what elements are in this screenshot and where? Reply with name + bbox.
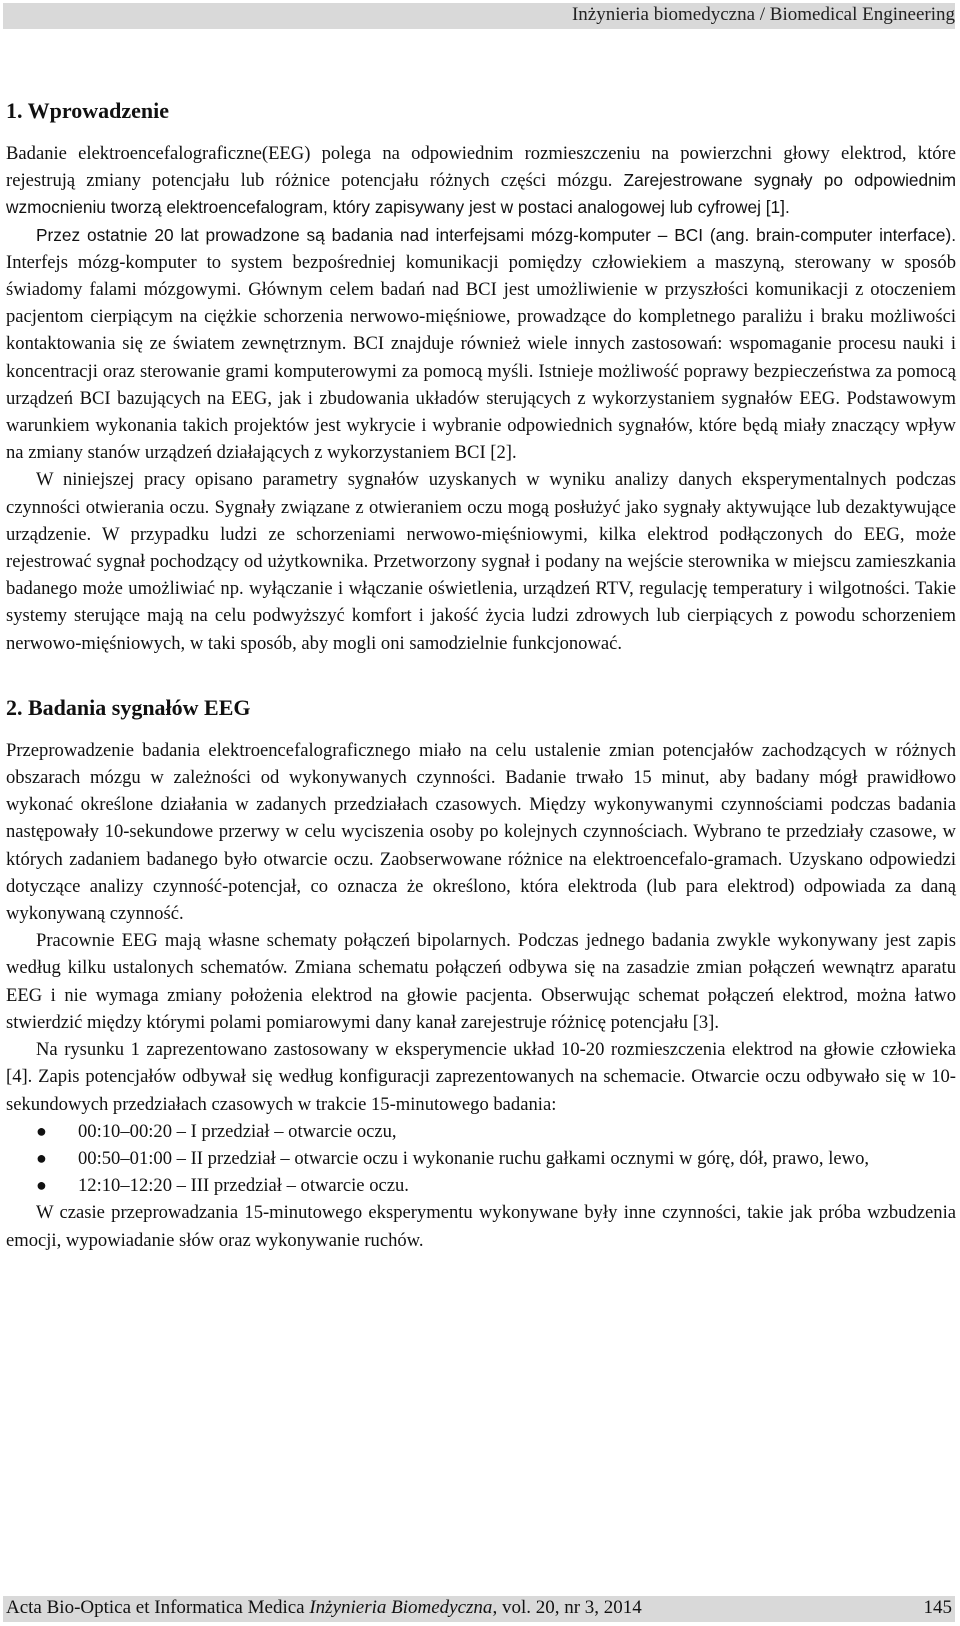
section-gap — [6, 657, 956, 685]
running-header-text: Inżynieria biomedyczna / Biomedical Engineering — [571, 4, 955, 25]
page-number: 145 — [923, 1597, 952, 1618]
list-item-text: 12:10–12:20 – III przedział – otwarcie oczu. — [78, 1175, 409, 1197]
running-header — [3, 3, 955, 29]
bullet-icon: ● — [36, 1175, 47, 1196]
article-body — [6, 96, 956, 1254]
paragraph: W czasie przeprowadzania 15-minutowego eksperymentu wykonywane były inne czynności, takie jak próba wzbudzenia emocji, wypowiadanie słów oraz wykonywanie ruchów. — [6, 1202, 956, 1251]
bullet-icon: ● — [36, 1120, 47, 1141]
paragraph-text: Przez ostatnie 20 lat prowadzone są badania nad interfejsami mózg-komputer – BCI (ang. brain-computer interface). — [36, 224, 956, 245]
journal-subtitle: Inżynieria Biomedyczna — [309, 1597, 493, 1618]
list-item-text: 00:50–01:00 – II przedział – otwarcie oczu i wykonanie ruchu gałkami ocznymi w górę, dół, prawo, lewo, — [78, 1147, 870, 1169]
paragraph — [6, 222, 956, 467]
paragraph: Pracownie EEG mają własne schematy połączeń bipolarnych. Podczas jednego badania zwykle wykonywany jest zapis według kilku ustalonych schematów. Zmiana schematu połączeń odbywa się na zasadzie zmian połączeń wewnątrz aparatu EEG i nie wymaga zmiany położenia elektrod na głowie pacjenta. Obserwując schemat połączeń elektrod, można łatwo stwierdzić między którymi polami pomiarowymi dany kanał zarejestruje różnicę potencjału [3]. — [6, 930, 956, 1033]
journal-name: Acta Bio-Optica et Informatica Medica — [6, 1597, 310, 1618]
paragraph-text: Badanie elektroencefalograficzne(EEG) polega na odpowiednim rozmieszczeniu na powierzchni głowy elektrod, które rejestrują zmiany potencjału lub różnice potencjału różnych części mózgu. — [6, 143, 956, 192]
journal-volume: , vol. 20, nr 3, 2014 — [492, 1597, 642, 1618]
paragraph — [6, 140, 956, 222]
paragraph: Na rysunku 1 zaprezentowano zastosowany w eksperymencie układ 10-20 rozmieszczenia elektrod na głowie człowieka [4]. Zapis potencjałów odbywał się według konfiguracji zaprezentowanych na schemacie. Otwarcie oczu odbywało się w 10-sekundowych przedziałach czasowych w trakcie 15-minutowego badania: — [6, 1039, 956, 1115]
paragraph-text: Zarejestrowane sygnały po odpowiednim wzmocnieniu tworzą elektroencefalogram, który zapisywany jest w postaci analogowej lub cyfrowej [1]. — [6, 170, 956, 218]
running-footer — [3, 1596, 955, 1622]
list-item — [36, 1118, 956, 1145]
paragraph: Przeprowadzenie badania elektroencefalograficznego miało na celu ustalenie zmian potencjałów zachodzących w różnych obszarach mózgu w zależności od wykonywanych czynności. Badanie trwało 15 minut, aby badany mógł prawidłowo wykonać określone działania w zadanych przedziałach czasowych. Między wykonywanymi czynnościami podczas badania następowały 10-sekundowe przerwy w celu wyciszenia osoby po kolejnych czynnościach. Wybrano te przedziały czasowe, w których zadaniem badanego było otwarcie oczu. Zaobserwowane różnice na elektroencefalo-gramach. Uzyskano odpowiedzi dotyczące analizy czynność-potencjał, co oznacza że określono, która elektroda (lub para elektrod) odpowiada za daną wykonywaną czynność. — [6, 739, 956, 925]
list-item — [36, 1172, 956, 1199]
time-interval-list — [6, 1118, 956, 1200]
paragraph: W niniejszej pracy opisano parametry sygnałów uzyskanych w wyniku analizy danych eksperymentalnych podczas czynności otwierania oczu. Sygnały związane z otwieraniem oczu mogą posłużyć jako sygnały aktywujące lub dezaktywujące urządzenie. W przypadku ludzi ze schorzeniami nerwowo-mięśniowymi, kilka elektrod podłączonych do EEG, może rejestrować sygnał pochodzący od użytkownika. Przetworzony sygnał i podany na wejście sterownika w miejscu zamieszkania badanego może umożliwiać np. wyłączanie i włączanie oświetlenia, urządzeń RTV, regulację temperatury i wilgotności. Takie systemy sterujące mają na celu podwyższyć komfort i jakość życia ludzi zdrowych lub cierpiących z powodu schorzeniem nerwowo-mięśniowych, w taki sposób, aby mogli oni samodzielnie funkcjonować. — [6, 469, 956, 654]
bullet-icon: ● — [36, 1147, 47, 1168]
list-item-text: 00:10–00:20 – I przedział – otwarcie oczu, — [78, 1120, 397, 1142]
section-heading-eeg-research: 2. Badania sygnałów EEG — [6, 694, 251, 720]
section-heading-introduction: 1. Wprowadzenie — [6, 98, 169, 123]
paragraph-text: Interfejs mózg-komputer to system bezpośredniej komunikacji pomiędzy człowiekiem a maszyną, sterowany w sposób świadomy falami mózgowymi. Głównym celem badań nad BCI jest umożliwienie w przyszłości komunikacji z otoczeniem pacjentom cierpiącym na ciężkie schorzenia nerwowo-mięśniowe, prowadzące do kompletnego paraliżu i braku możliwości kontaktowania się ze światem zewnętrznym. BCI znajduje również wiele innych zastosowań: wspomaganie procesu nauki i koncentracji oraz sterowanie grami komputerowymi za pomocą myśli. Istnieje możliwość poprawy bezpieczeństwa za pomocą urządzeń BCI bazujących na EEG, jak i zbudowania układów sterujących z wykorzystaniem sygnałów EEG. Podstawowym warunkiem wykonania takich projektów jest wykrycie i wybranie odpowiednich sygnałów, które będą miały znaczący wpływ na zmiany stanów urządzeń działających z wykorzystaniem BCI [2]. — [6, 251, 956, 464]
list-item — [36, 1145, 956, 1172]
journal-citation — [6, 1597, 642, 1619]
